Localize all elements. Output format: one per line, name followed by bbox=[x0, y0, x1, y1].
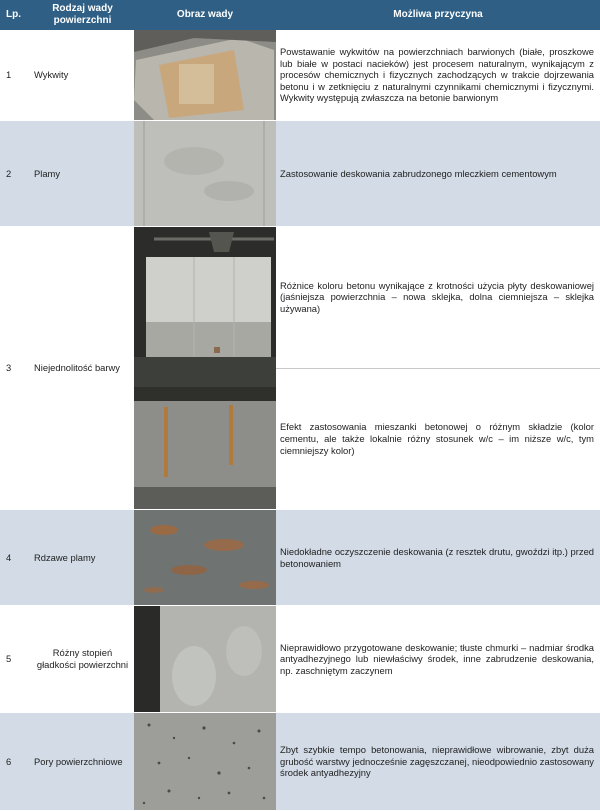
table-row bbox=[0, 713, 600, 811]
defect-cause-cell bbox=[276, 227, 600, 510]
surface-pores-photo bbox=[134, 713, 276, 810]
row-number: 3 bbox=[0, 227, 31, 510]
defect-cause: Efekt zastosowania mieszanki betonowej o różnym składzie (kolor cementu, ale także lokalnie różny stosunek w/c – im niższe w/c, tym ciemniejszy kolor) bbox=[280, 421, 594, 456]
defect-photo-cell bbox=[134, 121, 276, 227]
table-row bbox=[0, 510, 600, 606]
table-header-row bbox=[0, 0, 600, 30]
table-row bbox=[0, 606, 600, 713]
color-unevenness-photo-2 bbox=[134, 387, 276, 509]
defect-cause: Nieprawidłowo przygotowane deskowanie; tłuste chmurki – nadmiar środka antyadhezyjnego lub niewłaściwy środek, inne zabrudzenie deskowania, np. zaschniętym zaczynem bbox=[276, 606, 600, 713]
row-number: 2 bbox=[0, 121, 31, 227]
defect-photo-cell bbox=[134, 713, 276, 811]
defect-name: Różny stopień gładkości powierzchni bbox=[31, 606, 134, 713]
row-number: 5 bbox=[0, 606, 31, 713]
efflorescence-photo bbox=[134, 30, 276, 120]
defect-cause: Niedokładne oczyszczenie deskowania (z resztek drutu, gwoździ itp.) przed betonowaniem bbox=[276, 510, 600, 606]
defect-photo-cell bbox=[134, 510, 276, 606]
defect-photo-cell bbox=[134, 606, 276, 713]
color-unevenness-photo-1 bbox=[134, 227, 276, 387]
defect-name: Plamy bbox=[31, 121, 134, 227]
rust-stains-photo bbox=[134, 510, 276, 605]
header-lp: Lp. bbox=[0, 0, 31, 30]
row-number: 4 bbox=[0, 510, 31, 606]
defect-cause: Zastosowanie deskowania zabrudzonego mleczkiem cementowym bbox=[276, 121, 600, 227]
defect-name: Pory powierzchniowe bbox=[31, 713, 134, 811]
table-row bbox=[0, 227, 600, 510]
header-defect-type: Rodzaj wady powierzchni bbox=[31, 0, 134, 30]
defect-name: Wykwity bbox=[31, 30, 134, 121]
stains-photo bbox=[134, 121, 276, 226]
defect-name: Niejednolitość barwy bbox=[31, 227, 134, 510]
table-row bbox=[0, 121, 600, 227]
header-defect-image: Obraz wady bbox=[134, 0, 276, 30]
defect-name: Rdzawe plamy bbox=[31, 510, 134, 606]
defect-cause: Powstawanie wykwitów na powierzchniach barwionych (białe, proszkowe lub białe w postaci nacieków) jest procesem naturalnym, wynikającym z procesów chemicznych i fizycznych zachodzących w trakcie dojrzewania betonu i w zetknięciu z naturalnymi czynnikami chemicznymi i fizycznymi. Wykwity występują zwłaszcza na betonie barwionym bbox=[276, 30, 600, 121]
surface-smoothness-photo bbox=[134, 606, 276, 712]
table-row bbox=[0, 30, 600, 121]
row-number: 1 bbox=[0, 30, 31, 121]
row-number: 6 bbox=[0, 713, 31, 811]
header-possible-cause: Możliwa przyczyna bbox=[276, 0, 600, 30]
defect-cause: Zbyt szybkie tempo betonowania, nieprawidłowe wibrowanie, zbyt duża grubość warstwy jednocześnie zagęszczanej, nieodpowiednio zastosowany środek antyadhezyjny bbox=[276, 713, 600, 811]
defect-cause: Różnice koloru betonu wynikające z krotności użycia płyty deskowaniowej (jaśniejsza powierzchnia – nowa sklejka, dolna ciemniejsza – sklejka używana) bbox=[276, 227, 600, 369]
defect-photo-cell bbox=[134, 30, 276, 121]
defect-photo-cell bbox=[134, 227, 276, 510]
